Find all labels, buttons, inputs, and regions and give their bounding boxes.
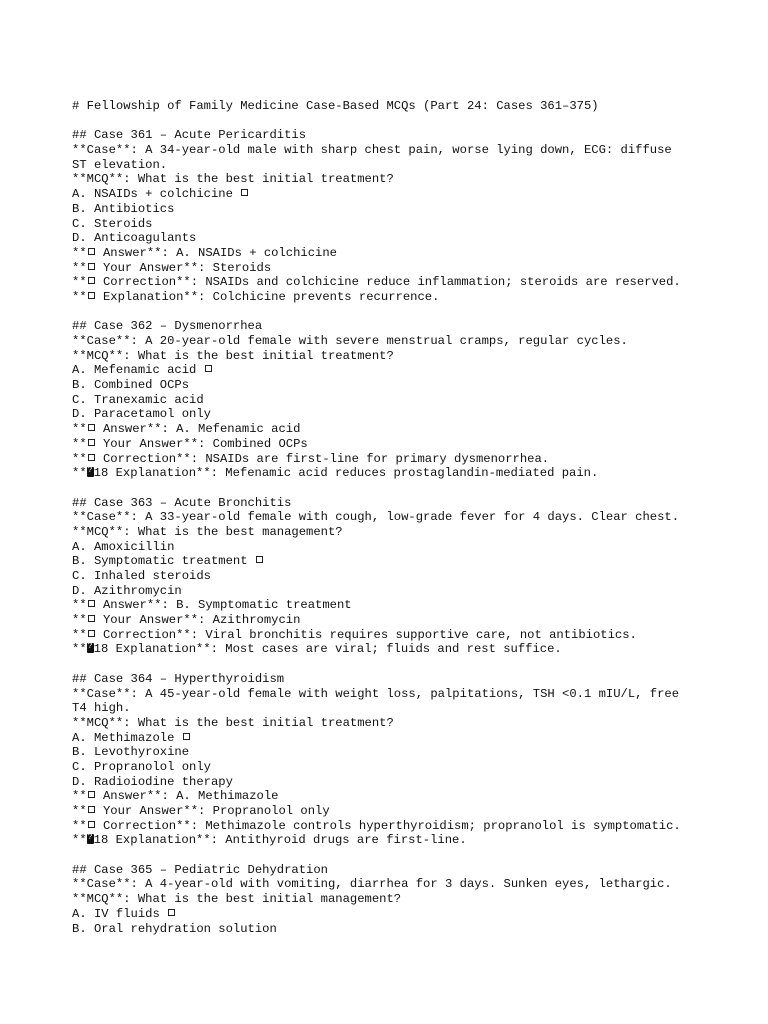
mcq-option-text: B. Levothyroxine — [72, 745, 190, 760]
check-box-icon — [88, 791, 95, 798]
document-title: # Fellowship of Family Medicine Case-Based MCQs (Part 24: Cases 361–375) — [72, 99, 599, 113]
mcq-option-text: B. Combined OCPs — [72, 378, 190, 393]
mcq-option-text: B. Oral rehydration solution — [72, 921, 277, 936]
mcq-option-text: C. Tranexamic acid — [72, 392, 204, 407]
case-block — [72, 863, 732, 936]
case-heading: ## Case 363 – Acute Bronchitis — [72, 495, 292, 510]
mcq-option — [72, 760, 732, 775]
explanation-line: ** ? 18 Explanation**: Most cases are viral; fluids and rest suffice. — [72, 642, 732, 657]
mcq-option-text: C. Steroids — [72, 216, 153, 231]
answer-line: ** Answer**: A. Methimazole — [72, 789, 279, 804]
correction-line-text: Correction**: Viral bronchitis requires supportive care, not antibiotics. — [95, 627, 637, 642]
answer-line: ** Answer**: A. NSAIDs + colchicine — [72, 245, 337, 260]
correction-line-text: Correction**: NSAIDs and colchicine reduce inflammation; steroids are reserved. — [95, 275, 681, 290]
check-box-icon — [88, 821, 95, 828]
check-box-icon — [256, 556, 263, 563]
your-answer-line-text: Your Answer**: Steroids — [95, 260, 272, 275]
check-box-icon — [88, 630, 95, 637]
mcq-option-text: B. Antibiotics — [72, 201, 175, 216]
case-heading: ## Case 365 – Pediatric Dehydration — [72, 862, 328, 877]
document-body — [72, 99, 732, 936]
case-heading: ## Case 361 – Acute Pericarditis — [72, 128, 307, 143]
explanation-line: ** ? 18 Explanation**: Antithyroid drugs are first-line. — [72, 833, 732, 848]
correction-line-text: Correction**: Methimazole controls hyperthyroidism; propranolol is symptomatic. — [95, 818, 681, 833]
correction-line-text: Correction**: NSAIDs are first-line for primary dysmenorrhea. — [95, 451, 550, 466]
mcq-option — [72, 922, 732, 937]
mcq-option-text: D. Radioiodine therapy — [72, 774, 233, 789]
case-list — [72, 128, 732, 936]
mcq-option — [72, 731, 732, 746]
your-answer-line-text: Your Answer**: Combined OCPs — [95, 436, 308, 451]
case-block — [72, 496, 732, 672]
mcq-option — [72, 554, 732, 569]
check-box-icon — [88, 806, 95, 813]
check-box-icon — [88, 277, 95, 284]
mcq-option — [72, 202, 732, 217]
answer-line-text: Answer**: B. Symptomatic treatment — [95, 598, 352, 613]
check-box-icon — [88, 424, 95, 431]
answer-line: ** Answer**: A. Mefenamic acid — [72, 422, 301, 437]
mcq-option-text: D. Anticoagulants — [72, 231, 197, 246]
mcq-option — [72, 775, 732, 790]
case-description: T4 high. — [72, 701, 131, 716]
check-box-icon — [241, 189, 248, 196]
check-box-icon — [88, 263, 95, 270]
check-box-icon — [88, 600, 95, 607]
check-box-icon — [88, 439, 95, 446]
mcq-question: **MCQ**: What is the best initial treatment? — [72, 715, 394, 730]
correction-line: ** Correction**: Methimazole controls hyperthyroidism; propranolol is symptomatic. — [72, 818, 681, 833]
case-heading: ## Case 364 – Hyperthyroidism — [72, 671, 285, 686]
mcq-option-text: A. IV fluids — [72, 906, 160, 921]
answer-line: ** Answer**: B. Symptomatic treatment — [72, 598, 352, 613]
mcq-option — [72, 231, 732, 246]
case-description: **Case**: A 34-year-old male with sharp chest pain, worse lying down, ECG: diffuse — [72, 143, 672, 158]
case-block — [72, 128, 732, 319]
your-answer-line-text: Your Answer**: Propranolol only — [95, 804, 330, 818]
replacement-glyph-icon — [87, 643, 94, 653]
mcq-option-text: D. Azithromycin — [72, 583, 182, 598]
mcq-question: **MCQ**: What is the best initial treatment? — [72, 348, 394, 363]
your-answer-line: ** Your Answer**: Steroids — [72, 260, 272, 275]
your-answer-line-text: Your Answer**: Azithromycin — [95, 613, 301, 628]
case-description: **Case**: A 45-year-old female with weight loss, palpitations, TSH <0.1 mIU/L, free — [72, 686, 680, 701]
explanation-line-text: 18 Explanation**: Antithyroid drugs are first-line. — [93, 833, 467, 848]
check-box-icon — [168, 909, 175, 916]
answer-line-text: Answer**: A. Mefenamic acid — [95, 422, 301, 437]
correction-line: ** Correction**: NSAIDs and colchicine reduce inflammation; steroids are reserved. — [72, 275, 681, 290]
explanation-line: ** ? 18 Explanation**: Mefenamic acid reduces prostaglandin-mediated pain. — [72, 466, 732, 481]
mcq-question: **MCQ**: What is the best initial treatment? — [72, 172, 394, 187]
your-answer-line: ** Your Answer**: Propranolol only — [72, 804, 330, 818]
case-description: **Case**: A 4-year-old with vomiting, diarrhea for 3 days. Sunken eyes, lethargic. — [72, 877, 672, 892]
case-description: ST elevation. — [72, 157, 168, 172]
case-description: **Case**: A 20-year-old female with severe menstrual cramps, regular cycles. — [72, 334, 628, 348]
mcq-question: **MCQ**: What is the best initial management? — [72, 892, 402, 907]
mcq-option-text: A. NSAIDs + colchicine — [72, 187, 233, 202]
mcq-option-text: C. Inhaled steroids — [72, 569, 211, 583]
mcq-option — [72, 907, 732, 922]
case-description: **Case**: A 33-year-old female with cough, low-grade fever for 4 days. Clear chest. — [72, 510, 680, 525]
mcq-option-text: A. Methimazole — [72, 730, 175, 745]
mcq-option-text: D. Paracetamol only — [72, 407, 211, 422]
check-box-icon — [205, 365, 212, 372]
replacement-glyph-icon — [87, 834, 94, 844]
mcq-option — [72, 407, 732, 422]
check-box-icon — [183, 733, 190, 740]
your-answer-line: ** Your Answer**: Azithromycin — [72, 613, 301, 628]
check-box-icon — [88, 292, 95, 299]
mcq-option — [72, 393, 732, 408]
mcq-option — [72, 584, 732, 599]
mcq-option — [72, 187, 732, 202]
mcq-option — [72, 745, 732, 760]
mcq-question: **MCQ**: What is the best management? — [72, 524, 343, 539]
explanation-line-text: 18 Explanation**: Mefenamic acid reduces prostaglandin-mediated pain. — [93, 466, 599, 481]
explanation-line: ** Explanation**: Colchicine prevents recurrence. — [72, 289, 440, 304]
explanation-line-text: Explanation**: Colchicine prevents recurrence. — [95, 289, 440, 304]
check-box-icon — [88, 454, 95, 461]
mcq-option-text: B. Symptomatic treatment — [72, 554, 248, 569]
mcq-option — [72, 217, 732, 232]
mcq-option-text: C. Propranolol only — [72, 759, 211, 774]
mcq-option-text: A. Mefenamic acid — [72, 363, 197, 378]
answer-line-text: Answer**: A. NSAIDs + colchicine — [95, 245, 337, 260]
case-block — [72, 672, 732, 863]
mcq-option — [72, 540, 732, 555]
explanation-line-text: 18 Explanation**: Most cases are viral; fluids and rest suffice. — [93, 642, 562, 657]
answer-line-text: Answer**: A. Methimazole — [95, 789, 279, 804]
case-block — [72, 319, 732, 495]
case-heading: ## Case 362 – Dysmenorrhea — [72, 319, 263, 334]
mcq-option — [72, 569, 732, 584]
check-box-icon — [88, 615, 95, 622]
check-box-icon — [88, 248, 95, 255]
mcq-option-text: A. Amoxicillin — [72, 539, 175, 554]
correction-line: ** Correction**: Viral bronchitis requires supportive care, not antibiotics. — [72, 627, 637, 642]
replacement-glyph-icon — [87, 467, 94, 477]
mcq-option — [72, 378, 732, 393]
your-answer-line: ** Your Answer**: Combined OCPs — [72, 436, 308, 451]
mcq-option — [72, 363, 732, 378]
correction-line: ** Correction**: NSAIDs are first-line for primary dysmenorrhea. — [72, 451, 550, 466]
